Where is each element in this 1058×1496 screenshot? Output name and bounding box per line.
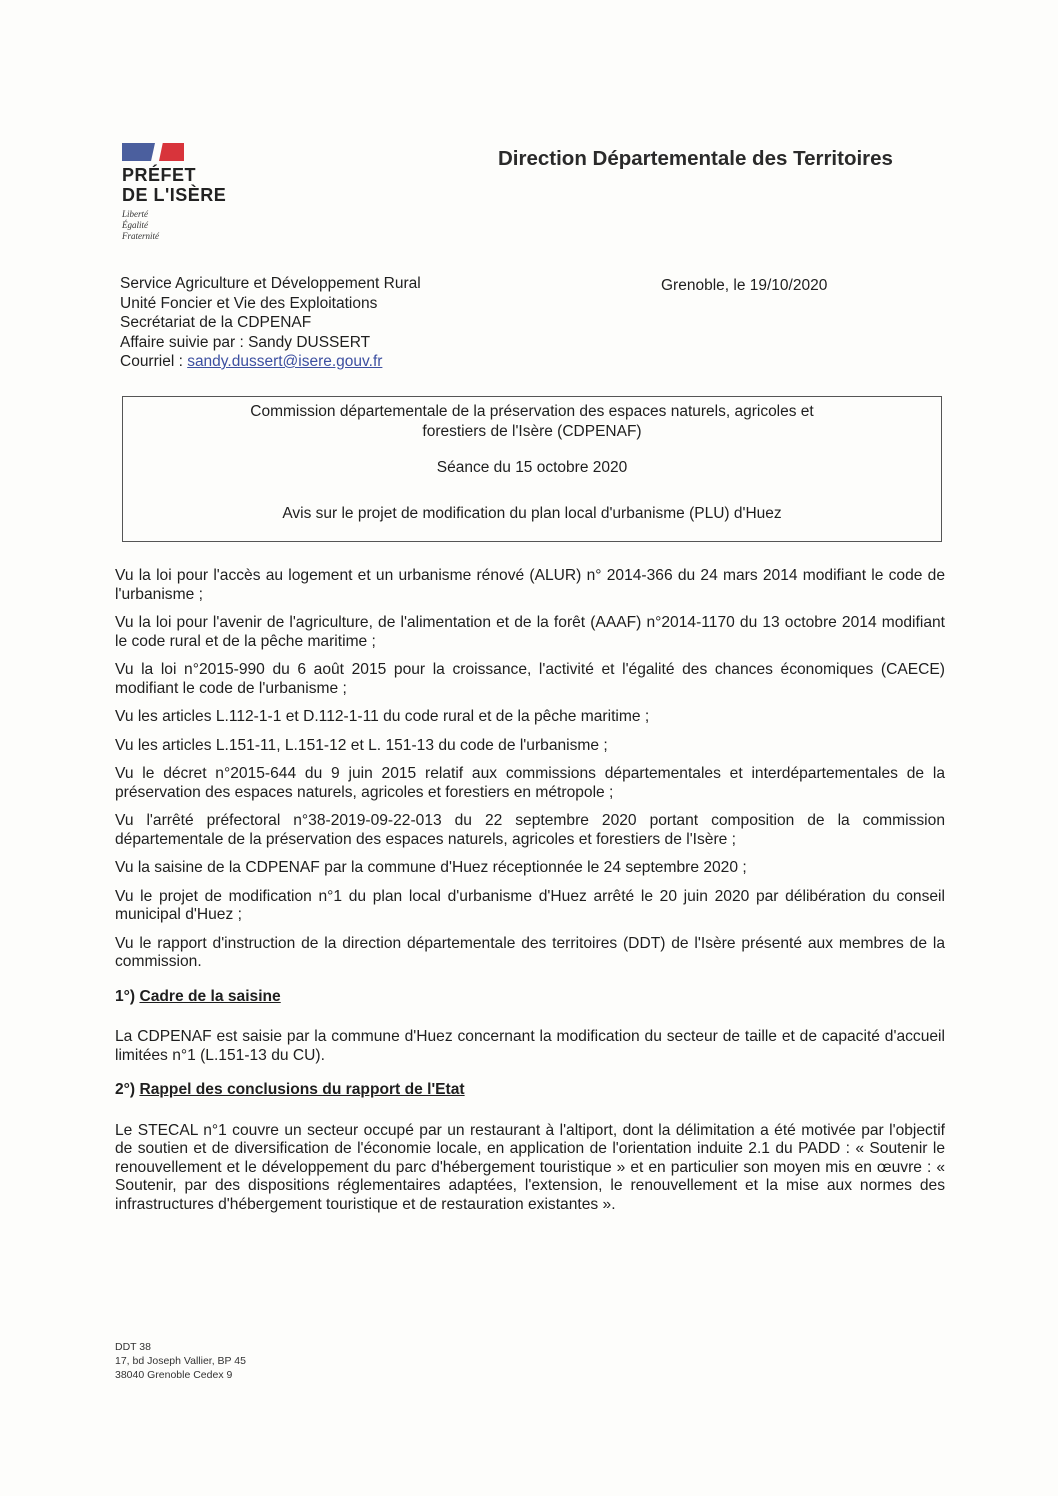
vu-paragraph: Vu les articles L.151-11, L.151-12 et L. 151-13 du code de l'urbanisme ;	[115, 736, 608, 754]
vu-paragraph: Vu la saisine de la CDPENAF par la commune d'Huez réceptionnée le 24 septembre 2020 ;	[115, 859, 747, 876]
logo-line-1: PRÉFET	[122, 165, 197, 185]
vu-paragraph: Vu la loi pour l'avenir de l'agriculture, de l'alimentation et de la forêt (AAAF) n°2014-1170 du 13 octobre 2014 modifiant le code rural et de la pêche maritime ;	[115, 614, 945, 650]
vu-paragraph: Vu les articles L.112-1-1 et D.112-1-11 du code rural et de la pêche maritime ;	[115, 708, 650, 725]
motto-liberte: Liberté	[122, 209, 148, 219]
prefet-logo	[122, 143, 272, 242]
subject-line: Avis sur le projet de modification du plan local d'urbanisme (PLU) d'Huez	[282, 505, 782, 522]
footer-line: DDT 38	[115, 1341, 151, 1353]
service-line: Secrétariat de la CDPENAF	[120, 314, 312, 331]
date-line: Grenoble, le 19/10/2020	[661, 277, 828, 294]
motto-fraternite: Fraternité	[122, 231, 159, 241]
section-number: 1°)	[115, 987, 136, 1005]
marianne-flag-icon	[122, 143, 184, 161]
vu-paragraph: Vu le décret n°2015-644 du 9 juin 2015 relatif aux commissions départementales et interdépartementales de la préservation des espaces naturels, agricoles et forestiers en métropole ;	[115, 765, 945, 801]
vu-paragraph: Vu le projet de modification n°1 du plan local d'urbanisme d'Huez arrêté le 20 juin 2020 par délibération du conseil municipal d'Huez ;	[115, 887, 945, 923]
footer-line: 17, bd Joseph Vallier, BP 45	[115, 1355, 246, 1367]
motto-egalite: Égalité	[122, 220, 148, 230]
vu-paragraph: Vu la loi n°2015-990 du 6 août 2015 pour la croissance, l'activité et l'égalité des chances économiques (CAECE) modifiant le code de l'urbanisme ;	[115, 661, 945, 697]
document-body	[115, 567, 945, 1214]
section-title: Rappel des conclusions du rapport de l'Etat	[139, 1081, 465, 1098]
footer-address	[115, 1340, 246, 1382]
service-line: Service Agriculture et Développement Rural	[120, 275, 421, 292]
logo-line-2: DE L'ISÈRE	[122, 185, 227, 205]
session-date: Séance du 15 octobre 2020	[436, 459, 628, 476]
email-link[interactable]: sandy.dussert@isere.gouv.fr	[187, 353, 383, 370]
section-heading-2	[115, 1081, 945, 1100]
email-line	[120, 352, 421, 372]
footer-line: 38040 Grenoble Cedex 9	[115, 1369, 233, 1381]
section-number: 2°)	[115, 1081, 136, 1098]
vu-paragraph: Vu le rapport d'instruction de la direction départementale des territoires (DDT) de l'Isère présenté aux membres de la commission.	[115, 934, 945, 970]
section-text-2: Le STECAL n°1 couvre un secteur occupé par un restaurant à l'altiport, dont la délimitation a été motivée par l'objectif de soutien et de diversification de l'économie locale, en application de l'orientation induite 2.1 du PADD : « Soutenir le renouvellement et le développement du parc d'hébergement touristique » et en particulier son moyen mis en œuvre : « Soutenir, par des dispositions réglementaires adaptées, l'extension, le renouvellement et la mise aux normes des infrastructures d'hébergement touristique et de restauration existantes ».	[115, 1121, 945, 1213]
service-line: Affaire suivie par : Sandy DUSSERT	[120, 333, 371, 351]
service-line: Unité Foncier et Vie des Exploitations	[120, 294, 378, 312]
commission-title: Commission départementale de la préservation des espaces naturels, agricoles et forestiers de l'Isère (CDPENAF)	[250, 403, 814, 440]
section-text-1: La CDPENAF est saisie par la commune d'Huez concernant la modification du secteur de taille et de capacité d'accueil limitées n°1 (L.151-13 du CU).	[115, 1028, 945, 1064]
section-title: Cadre de la saisine	[139, 987, 281, 1005]
header-title: Direction Départementale des Territoires	[498, 147, 893, 170]
service-block	[120, 274, 421, 372]
vu-paragraph: Vu la loi pour l'accès au logement et un urbanisme rénové (ALUR) n° 2014-366 du 24 mars 2014 modifiant le code de l'urbanisme ;	[115, 567, 945, 603]
vu-paragraph: Vu l'arrêté préfectoral n°38-2019-09-22-013 du 22 septembre 2020 portant composition de la commission départementale de la préservation des espaces naturels, agricoles et forestiers de l'Isère ;	[115, 812, 945, 848]
section-heading-1	[115, 988, 945, 1007]
email-label: Courriel :	[120, 353, 188, 370]
subject-box	[122, 396, 942, 542]
